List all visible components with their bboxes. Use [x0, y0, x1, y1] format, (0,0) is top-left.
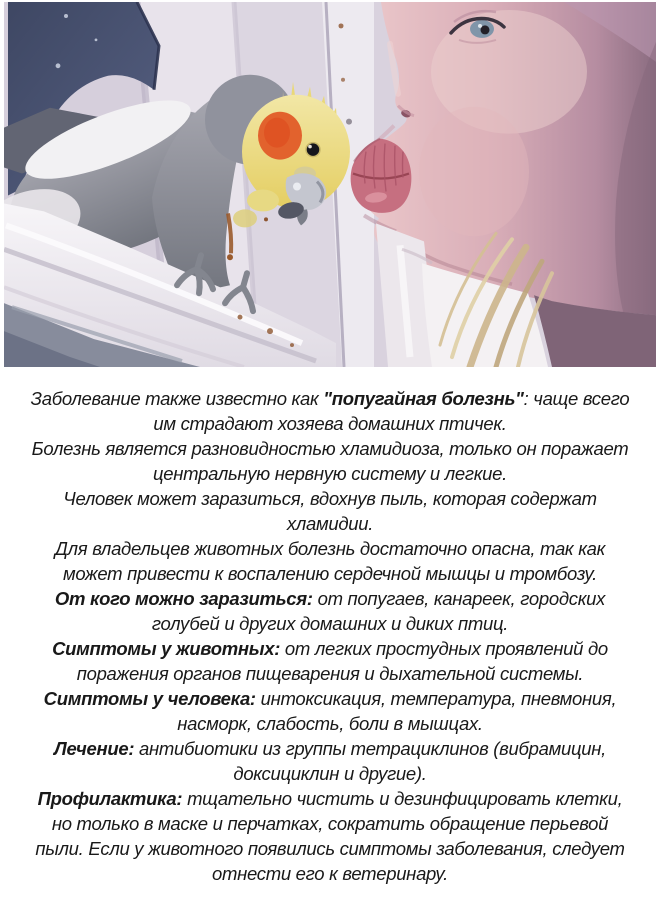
paragraph-human-symptoms: Симптомы у человека: интоксикация, температура, пневмония, насморк, слабость, боли в мышцах. — [43, 688, 617, 734]
paragraph-infection-route: Человек может заразиться, вдохнув пыль, которая содержат хламидии. — [63, 488, 597, 534]
paragraph-chlamydiosis: Болезнь является разновидностью хламидиоза, только он поражает центральную нервную систему и легкие. — [31, 438, 629, 484]
bold-sources-label: От кого можно заразиться: — [54, 588, 313, 609]
bold-prevention-label: Профилактика: — [37, 788, 183, 809]
paragraph-treatment: Лечение: антибиотики из группы тетрациклинов (вибрамицин, доксициклин и другие). — [54, 738, 606, 784]
photo-girl-kissing-cockatiel — [4, 2, 656, 367]
paragraph-also-known-as: Заболевание также известно как "попугайная болезнь": чаще всего им страдают хозяева домашних птичек. — [30, 388, 630, 434]
bird-eye — [306, 143, 320, 157]
disease-description-text — [28, 386, 632, 886]
bold-animal-symptoms-label: Симптомы у животных: — [52, 638, 281, 659]
paragraph-danger: Для владельцев животных болезнь достаточно опасна, так как может привести к воспалению сердечной мышцы и тромбозу. — [54, 538, 606, 584]
paragraph-sources: От кого можно заразиться: от попугаев, канареек, городских голубей и других домашних и диких птиц. — [54, 588, 606, 634]
bold-parrot-disease: "попугайная болезнь" — [323, 388, 524, 409]
paragraph-prevention: Профилактика: тщательно чистить и дезинфицировать клетки, но только в маске и перчатках, сократить обращение перьевой пыли. Если у животного появились симптомы заболевания, следует отнести его к ветеринару. — [35, 788, 625, 884]
bold-treatment-label: Лечение: — [54, 738, 135, 759]
paragraph-animal-symptoms: Симптомы у животных: от легких простудных проявлений до поражения органов пищеварения и дыхательной системы. — [52, 638, 608, 684]
photo-illustration — [4, 2, 656, 367]
bold-human-symptoms-label: Симптомы у человека: — [43, 688, 256, 709]
